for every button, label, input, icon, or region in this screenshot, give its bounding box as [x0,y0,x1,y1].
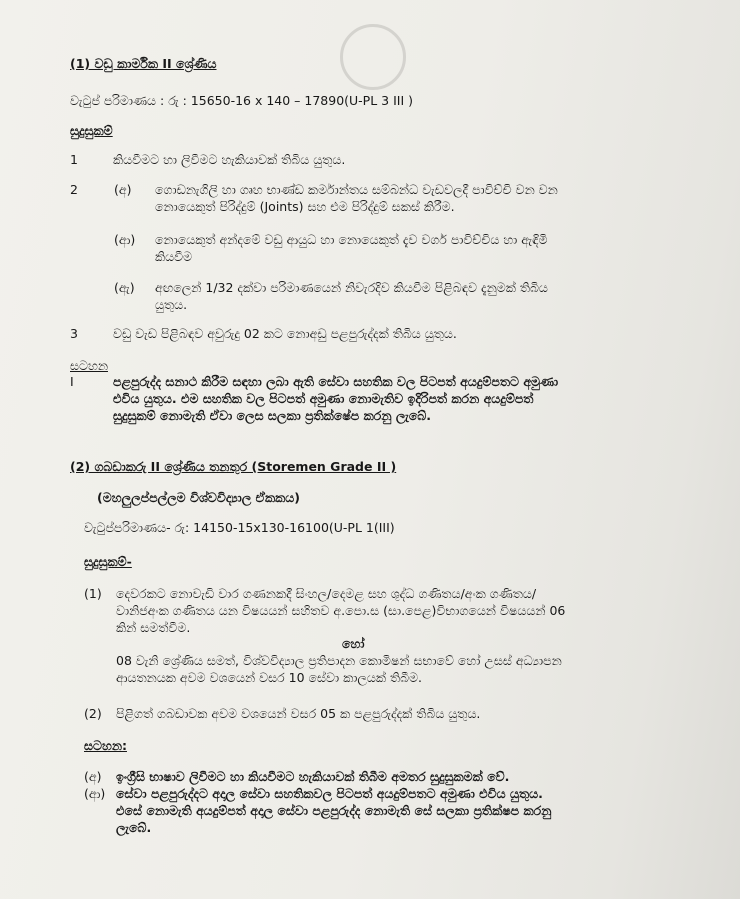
section2-note-b-mark: (ආ) [84,786,106,801]
section1-q2a-mark: (අ) [114,182,132,197]
section2-note-b-line3: ලැබේ. [116,820,152,835]
section2-q1-line5: ආයතනයක අවම වශයෙන් වසර 10 සේවා කාලයක් තිබීම. [116,670,423,685]
section2-q2-number: (2) [84,706,102,721]
section1-q2-number: 2 [70,182,78,197]
section2-q2-text: පිළිගත් ගබඩාවක අවම වශයෙන් වසර 05 ක පළපුරුද්දක් තිබිය යුතුය. [116,706,481,721]
section1-q2c-line2: යුතුය. [155,297,188,312]
section2-q1-line4: 08 වැනි ශ්‍රේණිය සමත්, විශ්වවිද්‍යාල ප්‍රතිපාදන කොමිෂන් සභාවේ හෝ උසස් අධ්‍යාපන [116,653,562,668]
section2-q1-line2: වානිජඅංක ගණිතය යන විෂයයන් සහිතව අ.පො.ස (සා.පෙළ)විභාගයෙන් විෂයයන් 06 [116,603,566,618]
section2-q1-line1: දෙවරකට නොවැඩි වාර ගණනකදී සිංහල/දෙමළ සහ ශුද්ධ ගණිතය/අංක ගණිතය/ [116,586,537,601]
section1-note-line2: එවිය යුතුය. එම සහතික වල පිටපත් අමුණා නොමැතිව ඉදිරිපත් කරන අයදුම්පත් [113,391,534,406]
section1-q2b-line2: කියවීම [155,249,193,264]
section1-q2a-line1: ගොඩනැගිලි හා ගෘහ භාණ්ඩ කර්මාන්තය සම්බන්ධ වැඩවලදී පාවිච්චි වන වන [155,182,558,197]
section1-note-line3: සුදුසුකම් නොමැති ඒවා ලෙස සලකා ප්‍රතික්ෂේප කරනු ලැබේ. [113,408,432,423]
section2-note-a-mark: (අ) [84,769,102,784]
section2-note-a-text: ඉංග්‍රීසි භාෂාව ලිවීමට හා කියවීමට හැකියාවක් තිබීම අමතර සුදුසුකමක් වේ. [116,769,510,784]
section1-q2b-line1: නොයෙකුත් අන්දමේ වඩු ආයුධ හා නොයෙකුත් දැව වර්ග පාවිච්චිය හා ඇඳිමි [155,232,548,247]
section1-q2c-line1: අඟලෙන් 1/32 දක්වා පරිමාණයෙන් නිවැරදිව කියවීම පිළිබඳව දැනුමක් තිබිය [155,280,548,295]
section2-note-b-line1: සේවා පළපුරුද්දට අදාල සේවා සහතිකවල පිටපත් අයදුම්පතට අමුණා එවිය යුතුය. [116,786,543,801]
section1-q3-text: වඩු වැඩ පිළිබඳව අවුරුදු 02 කට නොඅඩු පළපුරුද්දක් තිබිය යුතුය. [113,326,457,341]
section1-note-number: I [70,374,74,389]
section2-note-b-line2: එසේ නොමැති අයදුම්පත් අදාල සේවා පළපුරුද්ද නොමැති සේ සලකා ප්‍රතික්ෂප කරනු [116,803,552,818]
section1-q2b-mark: (ආ) [114,232,136,247]
section1-q1-number: 1 [70,152,78,167]
section2-salary-scale: වැටුප්පරිමාණය- රු: 14150-15x130-16100(U-PL 1(III) [84,520,395,535]
section2-qualifications-heading: සුදුසුකම්- [84,554,132,569]
section2-or: හෝ [342,636,365,651]
section1-note-heading: සටහන [70,358,108,373]
section2-note-heading: සටහන: [84,738,127,753]
section2-unit: (මහලුලප්පල්ලම විශ්වවිද්‍යාල ඒකකය) [97,490,300,505]
section1-salary-scale: වැටුප් පරිමාණය : රු : 15650-16 x 140 – 17890(U-PL 3 III ) [70,93,413,108]
section2-q1-line3: කින් සමත්වීම. [116,620,191,635]
section1-title: (1) වඩු කාර්මික II ශ්‍රේණිය [70,56,217,71]
section1-qualifications-heading: සුදුසුකම් [70,123,113,138]
section1-note-line1: පළපුරුද්ද සනාථ කිරීම සඳහා ලබා ඇති සේවා සහතික වල පිටපත් අයදුම්පතට අමුණා [113,374,559,389]
section1-q2c-mark: (ඇ) [114,280,135,295]
section2-q1-number: (1) [84,586,102,601]
section1-q1-text: කියවීමට හා ලිවීමට හැකියාවක් තිබිය යුතුය. [113,152,346,167]
section1-q3-number: 3 [70,326,78,341]
faint-seal-mark [340,24,406,90]
section1-q2a-line2: නොයෙකුත් පිරිද්දුම් (Joints) සහ එම පිරිද්දුම් සකස් කිරීම. [155,199,455,214]
section2-title: (2) ගබඩාකරු II ශ්‍රේණිය තනතුර (Storemen Grade II ) [70,459,397,474]
